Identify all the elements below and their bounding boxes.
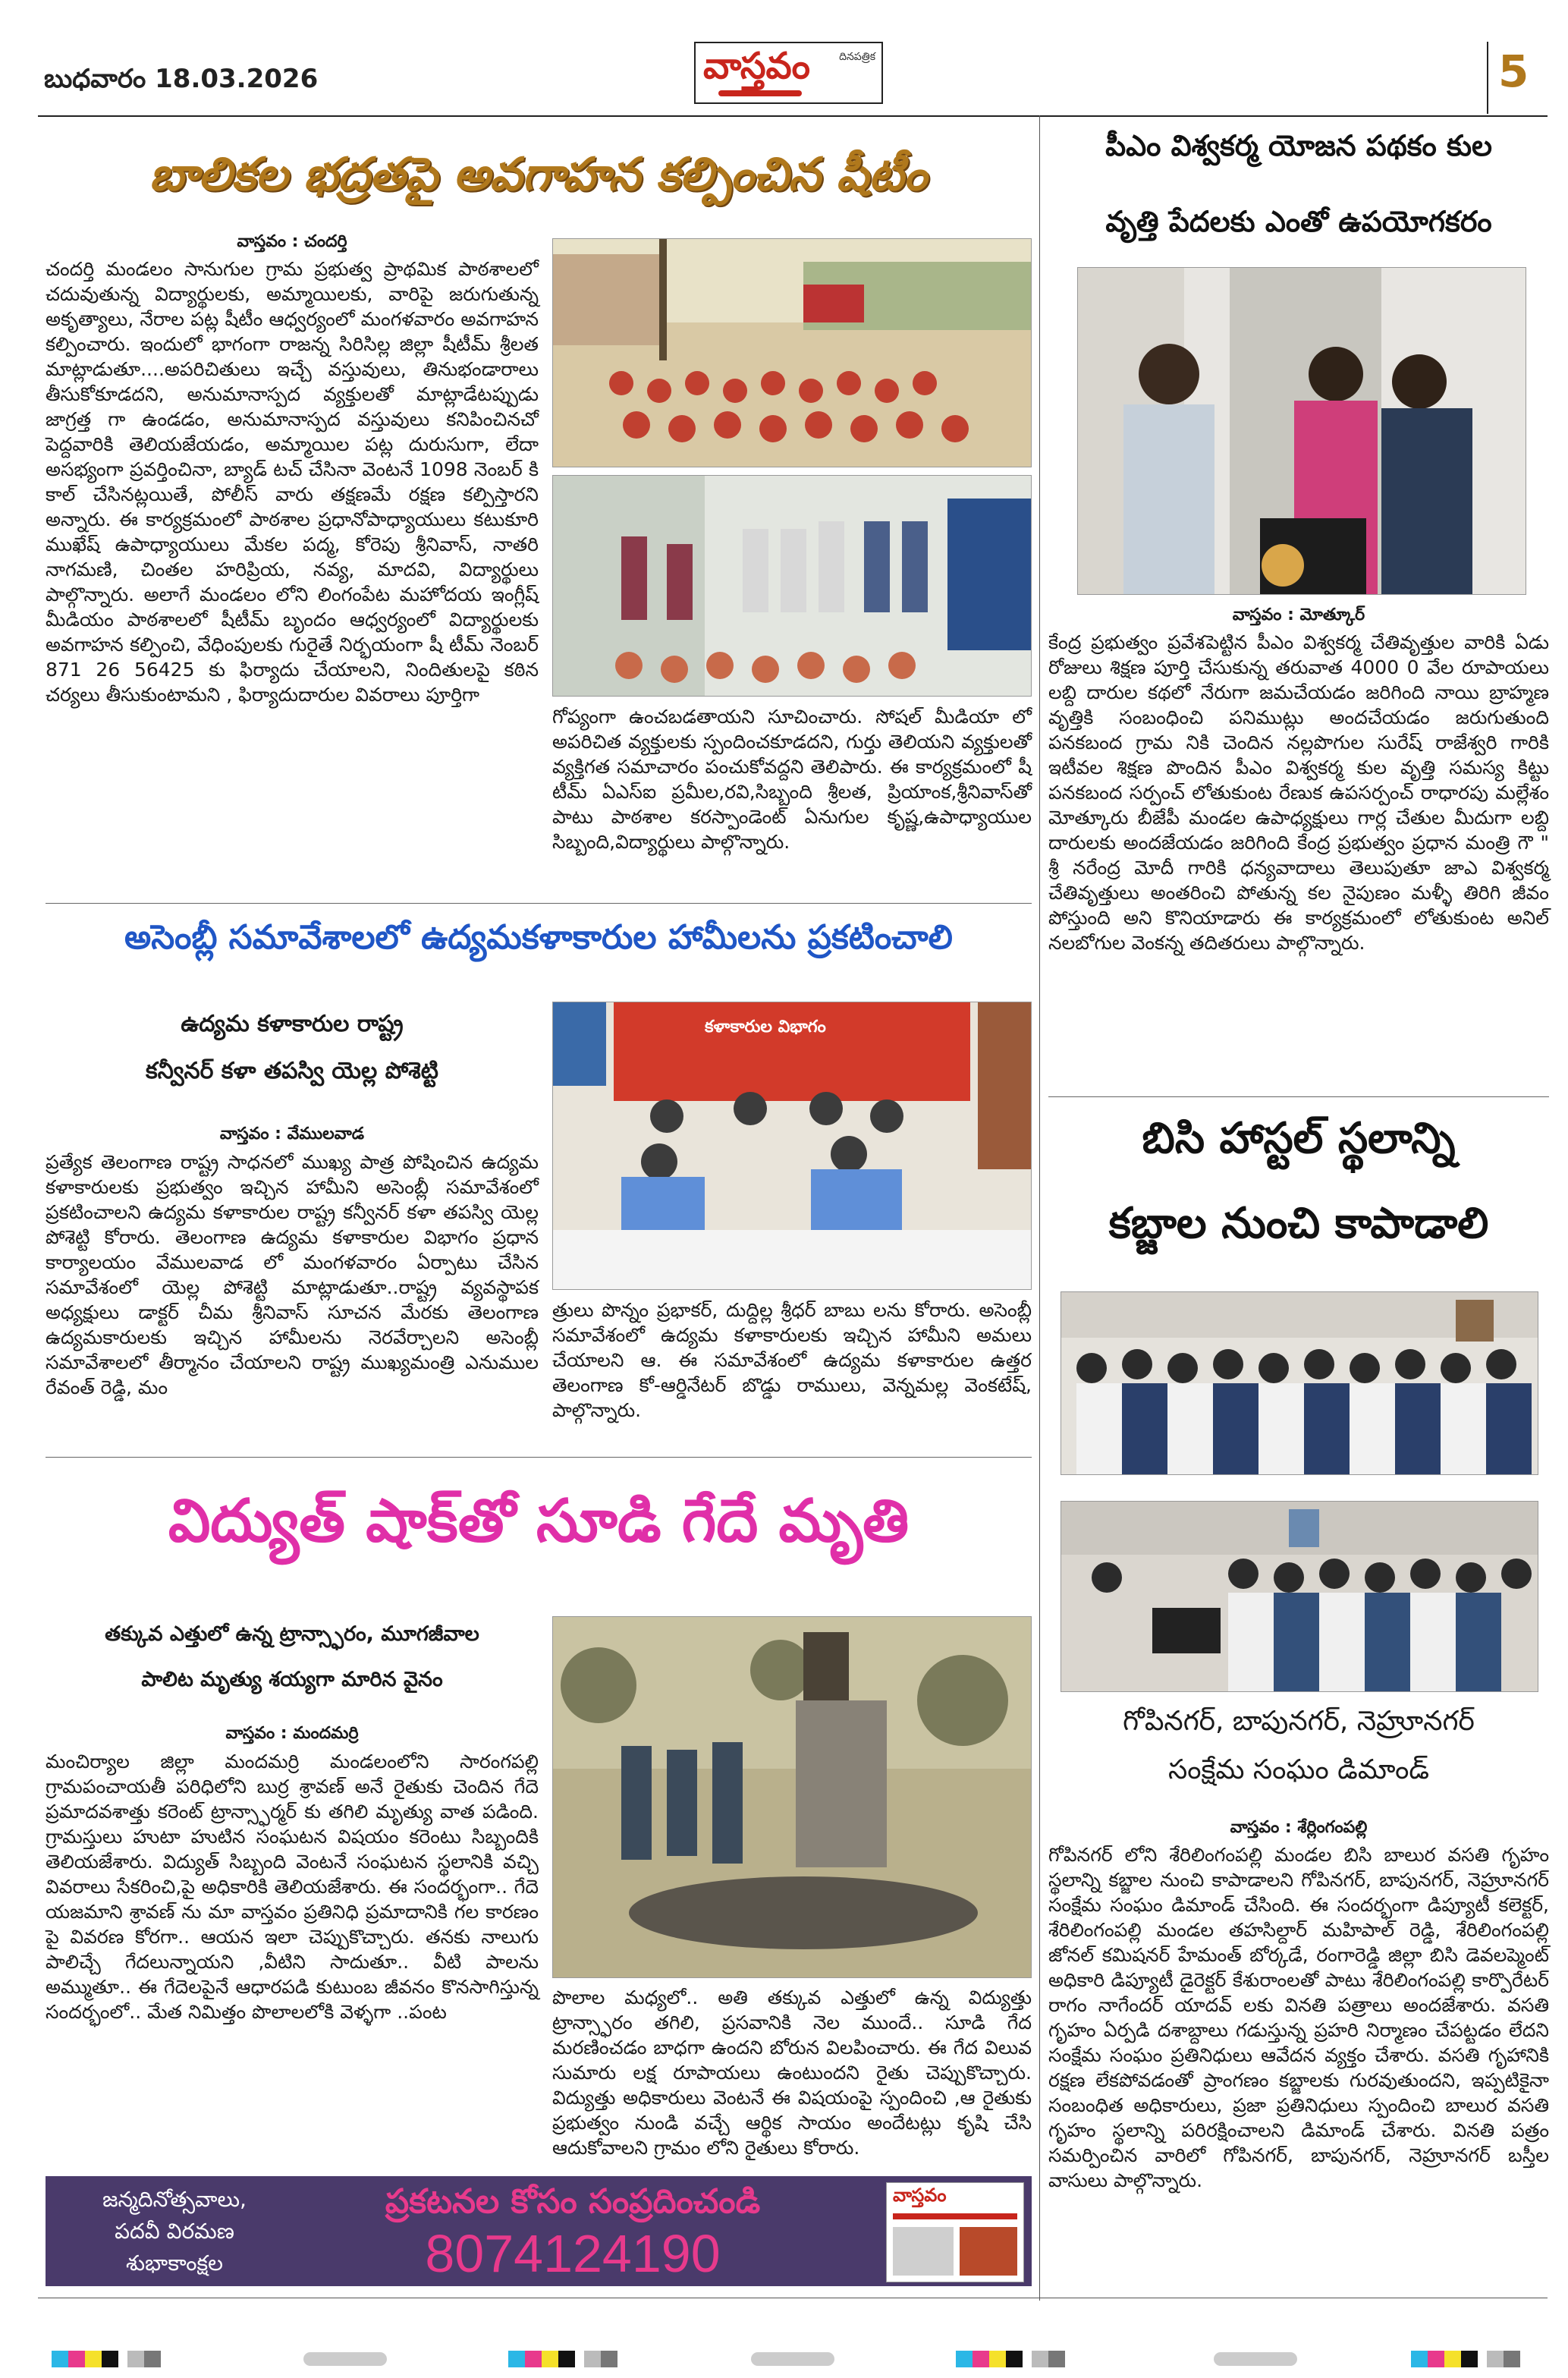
story4-photo (1077, 267, 1526, 595)
story2-dateline: వాస్తవం : వేములవాడ (219, 1125, 365, 1143)
story3-subhead-1: తక్కువ ఎత్తులో ఉన్న ట్రాన్స్ఫారం, మూగజీవాల (105, 1622, 479, 1646)
story4-headline-line-2: వృత్తి పేదలకు ఎంతో ఉపయోగకరం (1105, 205, 1492, 238)
story3-dateline: వాస్తవం : మందమర్రి (225, 1724, 359, 1743)
story5-subhead-2: సంక్షేమ సంఘం డిమాండ్ (1168, 1754, 1429, 1785)
story1-body-left: చందర్తి మండలం సానుగుల గ్రామ ప్రభుత్వ ప్రాథమిక పాఠశాలలో చదువుతున్న విద్యార్థులకు, అమ్మాయిలకు, వారిపై జరుగుతున్న అకృత్యాలు, నేరాల పట్ల షీటీం ఆధ్వర్యంలో మంగళవారం అవగాహన కల్పించారు. ఇందులో భాగంగా రాజన్న సిరిసిల్ల జిల్లా షీటీమ్ శ్రీలత మాట్లాడుతూ....అపరిచితులు ఇచ్చే వస్తువులు, తినుభండారాలు తీసుకోకూడదని, అనుమానాస్పద వ్యక్తులతో మాట్లాడేటప్పుడు జాగ్రత్త గా ఉండడం, అనుమానాస్పద వస్తువులు కనిపించినచో పెద్దవారికి తెలియజేయడం, అమ్మాయిల పట్ల దురుసుగా, లేదా అసభ్యంగా ప్రవర్తించినా, బ్యాడ్ టచ్ చేసినా వెంటనే 1098 నెంబర్ కి కాల్ చేసినట్లయితే, పోలీస్ వారు తక్షణమే రక్షణ కల్పిస్తారని అన్నారు. ఈ కార్యక్రమంలో పాఠశాల ప్రధానోపాధ్యాయులు కటుకూరి ముఖేష్ ఉపాధ్యాయులు మేకల పద్మ, కోరెపు శ్రీనివాస్, నాతరి నాగమణి, చింతల హరిప్రియ, నవ్య, మాదవి, విద్యార్థులు పాల్గొన్నారు. అలాగే మండలం లోని లింగంపేట మహోదయ ఇంగ్లీష్ మీడియం పాఠశాలలో షీటీమ్ బృందం ఆధ్వర్యంలో విద్యార్థులకు అవగాహన కల్పించి, వేధింపులకు గురైతే నిర్భయంగా షీ టీమ్ నెంబర్ 871 26 56425 కు ఫిర్యాదు చేయాలని, నిందితులపై కఠిన చర్యలు తీసుకుంటామని , ఫిర్యాదుదారుల వివరాలు పూర్తిగా (46, 258, 539, 706)
paper-name: వాస్తవం (703, 45, 810, 87)
story5-body: గోపినగర్ లోని శేరిలింగంపల్లి మండల బిసి బాలుర వసతి గృహం స్థలాన్ని కబ్జాల నుంచి కాపాడాలని గోపినగర్, బాపునగర్, నెహ్రూనగర్ సంక్షేమ సంఘం డిమాండ్ చేసింది. ఈ సందర్భంగా డిప్యూటీ కలెక్టర్, శేరిలింగంపల్లి మండల తహసిల్దార్ మహిపాల్ రెడ్డి, శేరిలింగంపల్లి జోనల్ కమిషనర్ హేమంత్ బోర్కడే, రంగారెడ్డి జిల్లా బిసి డెవలప్మెంట్ అధికారి డిప్యూటీ డైరెక్టర్ కేశురాంలతో పాటు శేరిలింగంపల్లి కార్పొరేటర్ రాగం నాగేందర్ యాదవ్ లకు వినతి పత్రాలు అందజేశారు. వసతి గృహం ఏర్పడి దశాబ్దాలు గడుస్తున్న ప్రహరి నిర్మాణం చేపట్టడం లేదని సంక్షేమ సంఘం ప్రతినిధులు ఆవేదన వ్యక్తం చేశారు. వసతి గృహానికి రక్షణ లేకపోవడంతో ప్రాంగణం కబ్జాలకు గురవుతుందని, ఇప్పటికైనా సంబంధిత అధికారులు, ప్రజా ప్రతినిధులు స్పందించి బాలుర వసతి గృహం స్థలాన్ని పరిరక్షించాలని డిమాండ్ చేశారు. వినతి పత్రం సమర్పించిన వారిలో గోపినగర్, బాపునగర్, నెహ్రూనగర్ బస్తీల వాసులు పాల్గొన్నారు. (1048, 1844, 1549, 2191)
story1-photo-bottom (552, 475, 1032, 697)
ad-phone: 8074124190 (425, 2224, 721, 2283)
story2-body-left: ప్రత్యేక తెలంగాణ రాష్ట్ర సాధనలో ముఖ్య పాత్ర పోషించిన ఉద్యమ కళాకారులకు ప్రభుత్వం ఇచ్చిన హామీని అసెంబ్లీ సమావేశంలో ప్రకటించాలని ఉద్యమ కళాకారుల రాష్ట్ర కన్వీనర్ కళా తపస్వి యెల్ల పోశెట్టి కోరారు. తెలంగాణ ఉద్యమ కళాకారుల విభాగం ప్రధాన కార్యాలయం వేములవాడ లో మంగళవారం ఏర్పాటు చేసిన సమావేశంలో యెల్ల పోశెట్టి మాట్లాడుతూ..రాష్ట్ర వ్యవస్థాపక అధ్యక్షులు డాక్టర్ చీమ శ్రీనివాస్ సూచన మేరకు తెలంగాణ ఉద్యమకారులకు ఇచ్చిన హామీలను నెరవేర్చాలని అసెంబ్లీ సమావేశాలలో తీర్మానం చేయాలని రాష్ట్ర ముఖ్యమంత్రి ఎనుముల రేవంత్ రెడ్డి, మం (46, 1151, 539, 1398)
story2-subhead-2: కన్వీనర్ కళా తపస్వి యెల్ల పోశెట్టి (146, 1058, 438, 1084)
story5-headline-line-1: బిసి హాస్టల్ స్థలాన్ని (1142, 1114, 1456, 1163)
story4-dateline: వాస్తవం : మోత్కూర్ (1232, 606, 1365, 624)
story3-headline: విద్యుత్ షాక్‌తో సూడి గేదే మృతి (168, 1487, 910, 1555)
ad-mini-headline-bar (893, 2213, 1017, 2219)
story3-body-left: మంచిర్యాల జిల్లా మందమర్రి మండలంలోని సారంగపల్లి గ్రామపంచాయతీ పరిధిలోని బుర్ర శ్రావణ్ అనే రైతుకు చెందిన గేదె ప్రమాదవశాత్తు కరెంట్ ట్రాన్స్ఫార్మర్ కు తగిలి మృత్యు వాత పడింది. గ్రామస్తులు హుటా హుటిన సంఘటన విషయం కరెంటు సిబ్బందికి తెలియజేశారు. విద్యుత్ సిబ్బంది వెంటనే సంఘటన స్థలానికి వచ్చి వివరాలు సేకరించి,పై అధికారికి తెలియజేశారు. ఈ సందర్భంగా.. గేదె యజమాని శ్రావణ్ ను మా వాస్తవం ప్రతినిధి ప్రమాదానికి గల కారణం పై వివరణ కోరగా.. ఆయన ఇలా చెప్పుకొచ్చారు. తనకు నాలుగు పాలిచ్చే గేదలున్నాయని ,వీటిని సాదుతూ.. వీటి పాలను అమ్ముతూ.. ఈ గేదెలపైనే ఆధారపడి కుటుంబ జీవనం కొనసాగిస్తున్న సందర్భంలో.. మేత నిమిత్తం పొలాలలోకి వెళ్ళగా ..పంట (46, 1750, 539, 2023)
story1-bottom-rule (46, 903, 1032, 904)
ad-left-line-3: శుభాకాంక్షల (126, 2251, 223, 2276)
paper-tagline: దినపత్రిక (839, 51, 875, 63)
story3-subhead-2: పాలిట మృత్యు శయ్యగా మారిన వైనం (141, 1668, 443, 1691)
story4-bottom-rule (1048, 1096, 1549, 1097)
ad-mini-paper (886, 2182, 1024, 2282)
story2-photo (552, 1002, 1032, 1290)
story2-body-right: త్రులు పొన్నం ప్రభాకర్, దుద్దిల్ల శ్రీధర్ బాబు లను కోరారు. అసెంబ్లీ సమావేశంలో ఉద్యమ కళాకారులకు ఇచ్చిన హామీని అమలు చేయాలని ఆ. ఈ సమావేశంలో ఉద్యమ కళాకారుల ఉత్తర తెలంగాణ కో-ఆర్డినేటర్ బొడ్డు రాములు, వెన్నమల్ల వెంకటేష్, పాల్గొన్నారు. (552, 1299, 1032, 1421)
story5-photo-top (1061, 1291, 1538, 1475)
story1-body-right: గోప్యంగా ఉంచబడతాయని సూచించారు. సోషల్ మీడియా లో అపరిచిత వ్యక్తులకు స్పందించకూడదని, గుర్తు తెలియని వ్యక్తులతో వ్యక్తిగత సమాచారం పంచుకోవద్దని తెలిపారు. ఈ కార్యక్రమంలో షీ టీమ్ ఏఎస్ఐ ప్రమీల,రవి,సిబ్బంది శ్రీలత, ప్రియాంక,శ్రీనివాస్‌తో పాటు పాఠశాల కరస్పాండెంట్ ఏనుగుల కృష్ణ,ఉపాధ్యాయుల సిబ్బంది,విద్యార్థులు పాల్గొన్నారు. (552, 706, 1032, 853)
story5-photo-bottom (1061, 1501, 1538, 1692)
story1-photo-top (552, 238, 1032, 467)
registration-marks (0, 2345, 1568, 2375)
masthead-logo (694, 42, 883, 104)
ad-mini-photo (893, 2227, 954, 2276)
masthead-pen-icon (718, 90, 802, 96)
story5-subhead-1: గోపినగర్, బాపునగర్, నెహ్రూనగర్ (1123, 1706, 1475, 1737)
story2-banner-text: కళాకారుల విభాగం (705, 1018, 826, 1036)
story2-headline: అసెంబ్లీ సమావేశాలలో ఉద్యమకళాకారుల హామీలను ప్రకటించాలి (124, 918, 953, 957)
issue-date: బుధవారం 18.03.2026 (44, 64, 319, 94)
story3-body-right: పొలాల మధ్యలో.. అతి తక్కువ ఎత్తులో ఉన్న విద్యుత్తు ట్రాన్స్ఫారం తగిలి, ప్రసవానికి నెల ముందే.. సూడి గేద మరణించడం బాధగా ఉందని బోరున విలపించారు. ఈ గేద విలువ సుమారు లక్ష రూపాయలు ఉంటుందని రైతు చెప్పుకొచ్చారు. విద్యుత్తు అధికారులు వెంటనే ఈ విషయంపై స్పందించి ,ఆ రైతుకు ప్రభుత్వం నుండి వచ్చే ఆర్థిక సాయం అందేటట్లు కృషి చేసి ఆదుకోవాలని గ్రామం లోని రైతులు కోరారు. (552, 1986, 1032, 2159)
ad-mini-photo-2 (960, 2227, 1017, 2276)
advertisement (46, 2176, 1032, 2286)
story1-dateline: వాస్తవం : చందర్తి (237, 232, 347, 251)
ad-left-line-1: జన్మదినోత్సవాలు, (102, 2187, 247, 2212)
ad-mini-paper-name: వాస్తవం (893, 2185, 947, 2206)
ad-main-text: ప్రకటనల కోసం సంప్రదించండి (385, 2182, 761, 2221)
story2-subhead-1: ఉద్యమ కళాకారుల రాష్ట్ర (181, 1011, 404, 1037)
ad-left-line-2: పదవీ విరమణ (115, 2219, 234, 2244)
story4-body: కేంద్ర ప్రభుత్వం ప్రవేశపెట్టిన పీఎం విశ్వకర్మ చేతివృత్తుల వారికి ఏడు రోజులు శిక్షణ పూర్తి చేసుకున్న తరువాత 4000 0 వేల రూపాయలు లబ్ది దారుల కథలో నేరుగా జమచేయడం జరిగింది నాయి బ్రాహ్మణ వృత్తికి సంబంధించి పనిముట్లు అందచేయడం జరుగుతుంది పనకబంద గ్రామ నికి చెందిన నల్లపొగుల సురేష్ రాజేశ్వరి గారికి ఇటీవల శిక్షణ పొందిన పీఎం విశ్వకర్మ కుల వృత్తి సమస్య కిట్టు పనకబంద సర్పంచ్ లోతుకుంట రేణుక ఉపసర్పంచ్ రాధారపు మల్లేశం మోత్కూరు బీజేపీ మండల ఉపాధ్యక్షులు గార్ల చేతుల మీదుగా లబ్ది దారులకు అందజేయడం జరిగింది కేంద్ర ప్రభుత్వం ప్రధాన మంత్రి గౌ " శ్రీ నరేంద్ర మోదీ గారికి ధన్యవాదాలు తెలుపుతూ జాఎ విశ్వకర్మ చేతివృత్తులు అంతరించి పోతున్న కల నైపుణం మళ్ళీ తిరిగి జీవం పోస్తుంది అని కొనియాడారు ఈ కార్యక్రమంలో లోతుకుంట అనిల్ నలబోగుల వెంకన్న తదితరులు పాల్గొన్నారు. (1048, 631, 1549, 954)
story1-headline: బాలికల భద్రతపై అవగాహన కల్పించిన షీటీం (149, 148, 927, 201)
story3-photo (552, 1616, 1032, 1978)
story5-dateline: వాస్తవం : శేర్లింగంపల్లి (1230, 1818, 1368, 1837)
page-number-divider (1487, 42, 1488, 114)
column-divider (1039, 115, 1040, 2301)
story5-headline-line-2: కబ్జాల నుంచి కాపాడాలి (1108, 1199, 1489, 1248)
page-number: 5 (1498, 46, 1529, 97)
story4-headline-line-1: పీఎం విశ్వకర్మ యోజన పథకం కుల (1105, 129, 1492, 162)
masthead-rule (38, 115, 1548, 117)
story2-bottom-rule (46, 1457, 1032, 1458)
